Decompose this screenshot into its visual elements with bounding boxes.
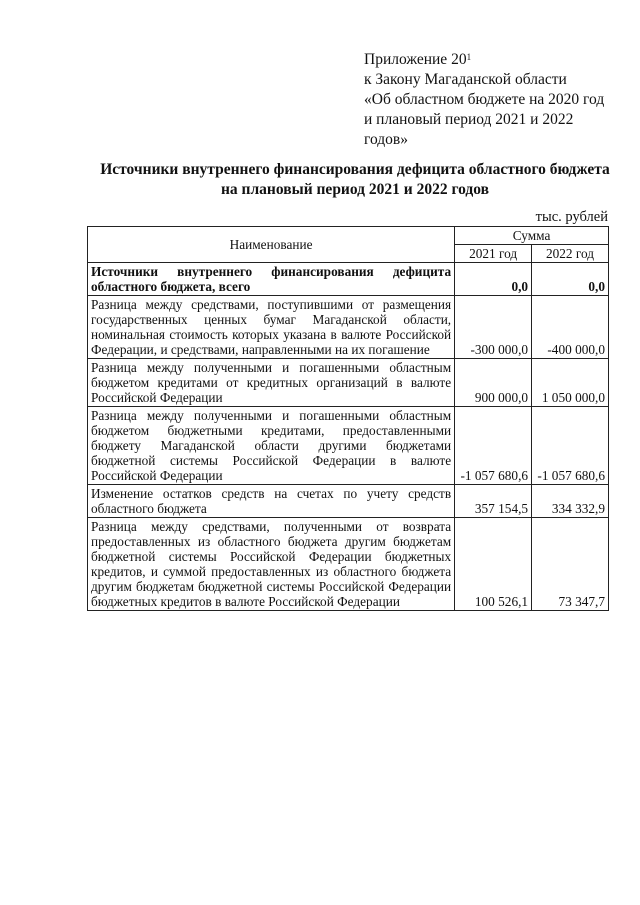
row-name: Разница между средствами, полученными от возврата предоставленных из областного бюджета другим бюджетам бюджетной системы Российской Федерации бюджетных кредитов, и суммой предоставленных из областного бюджета другим бюджетам бюджетной системы Российской Федерации бюджетных кредитов в валюте Российской Федерации bbox=[88, 518, 455, 611]
row-name: Разница между полученными и погашенными областным бюджетом бюджетными кредитами, предоставленными бюджету Магаданской области другими бюджетами бюджетной системы Российской Федерации в валюте Российской Федерации bbox=[88, 407, 455, 485]
header-sum: Сумма bbox=[455, 227, 609, 245]
document-title bbox=[80, 160, 630, 200]
row-value-2021: 100 526,1 bbox=[455, 518, 532, 611]
row-value-2022: 1 050 000,0 bbox=[532, 359, 609, 407]
title-line-1: Источники внутреннего финансирования дефицита областного бюджета bbox=[100, 161, 610, 178]
appendix-line-1: Приложение $20^1$ bbox=[364, 51, 472, 68]
row-value-2021: 0,0 bbox=[455, 263, 532, 296]
financing-table bbox=[87, 226, 609, 611]
table-row bbox=[88, 296, 609, 359]
row-value-2021: 900 000,0 bbox=[455, 359, 532, 407]
table-row bbox=[88, 485, 609, 518]
table-row bbox=[88, 359, 609, 407]
row-name-total: Источники внутреннего финансирования дефицита областного бюджета, всего bbox=[88, 263, 455, 296]
table-row bbox=[88, 518, 609, 611]
row-value-2021: -1 057 680,6 bbox=[455, 407, 532, 485]
row-name: Изменение остатков средств на счетах по учету средств областного бюджета bbox=[88, 485, 455, 518]
row-name: Разница между полученными и погашенными областным бюджетом кредитами от кредитных организаций в валюте Российской Федерации bbox=[88, 359, 455, 407]
row-value-2022: 73 347,7 bbox=[532, 518, 609, 611]
row-value-2022: -1 057 680,6 bbox=[532, 407, 609, 485]
header-year-2021: 2021 год bbox=[455, 245, 532, 263]
appendix-line-4: и плановый период 2021 и 2022 bbox=[364, 111, 574, 128]
header-row bbox=[88, 227, 609, 245]
table-row bbox=[88, 263, 609, 296]
units-label: тыс. рублей bbox=[535, 209, 608, 225]
row-value-2022: 0,0 bbox=[532, 263, 609, 296]
row-value-2021: 357 154,5 bbox=[455, 485, 532, 518]
row-value-2022: 334 332,9 bbox=[532, 485, 609, 518]
header-year-2022: 2022 год bbox=[532, 245, 609, 263]
appendix-line-3: «Об областном бюджете на 2020 год bbox=[364, 91, 605, 108]
row-value-2021: -300 000,0 bbox=[455, 296, 532, 359]
title-line-2: на плановый период 2021 и 2022 годов bbox=[221, 181, 489, 198]
appendix-header bbox=[364, 50, 624, 150]
row-value-2022: -400 000,0 bbox=[532, 296, 609, 359]
header-name: Наименование bbox=[88, 227, 455, 263]
appendix-superscript: 1 bbox=[466, 52, 472, 62]
appendix-line-5: годов» bbox=[364, 131, 408, 148]
appendix-line-2: к Закону Магаданской области bbox=[364, 71, 567, 88]
table-row bbox=[88, 407, 609, 485]
row-name: Разница между средствами, поступившими от размещения государственных ценных бумаг Магаданской области, номинальная стоимость которых указана в валюте Российской Федерации, и средствами, направленными на их погашение bbox=[88, 296, 455, 359]
